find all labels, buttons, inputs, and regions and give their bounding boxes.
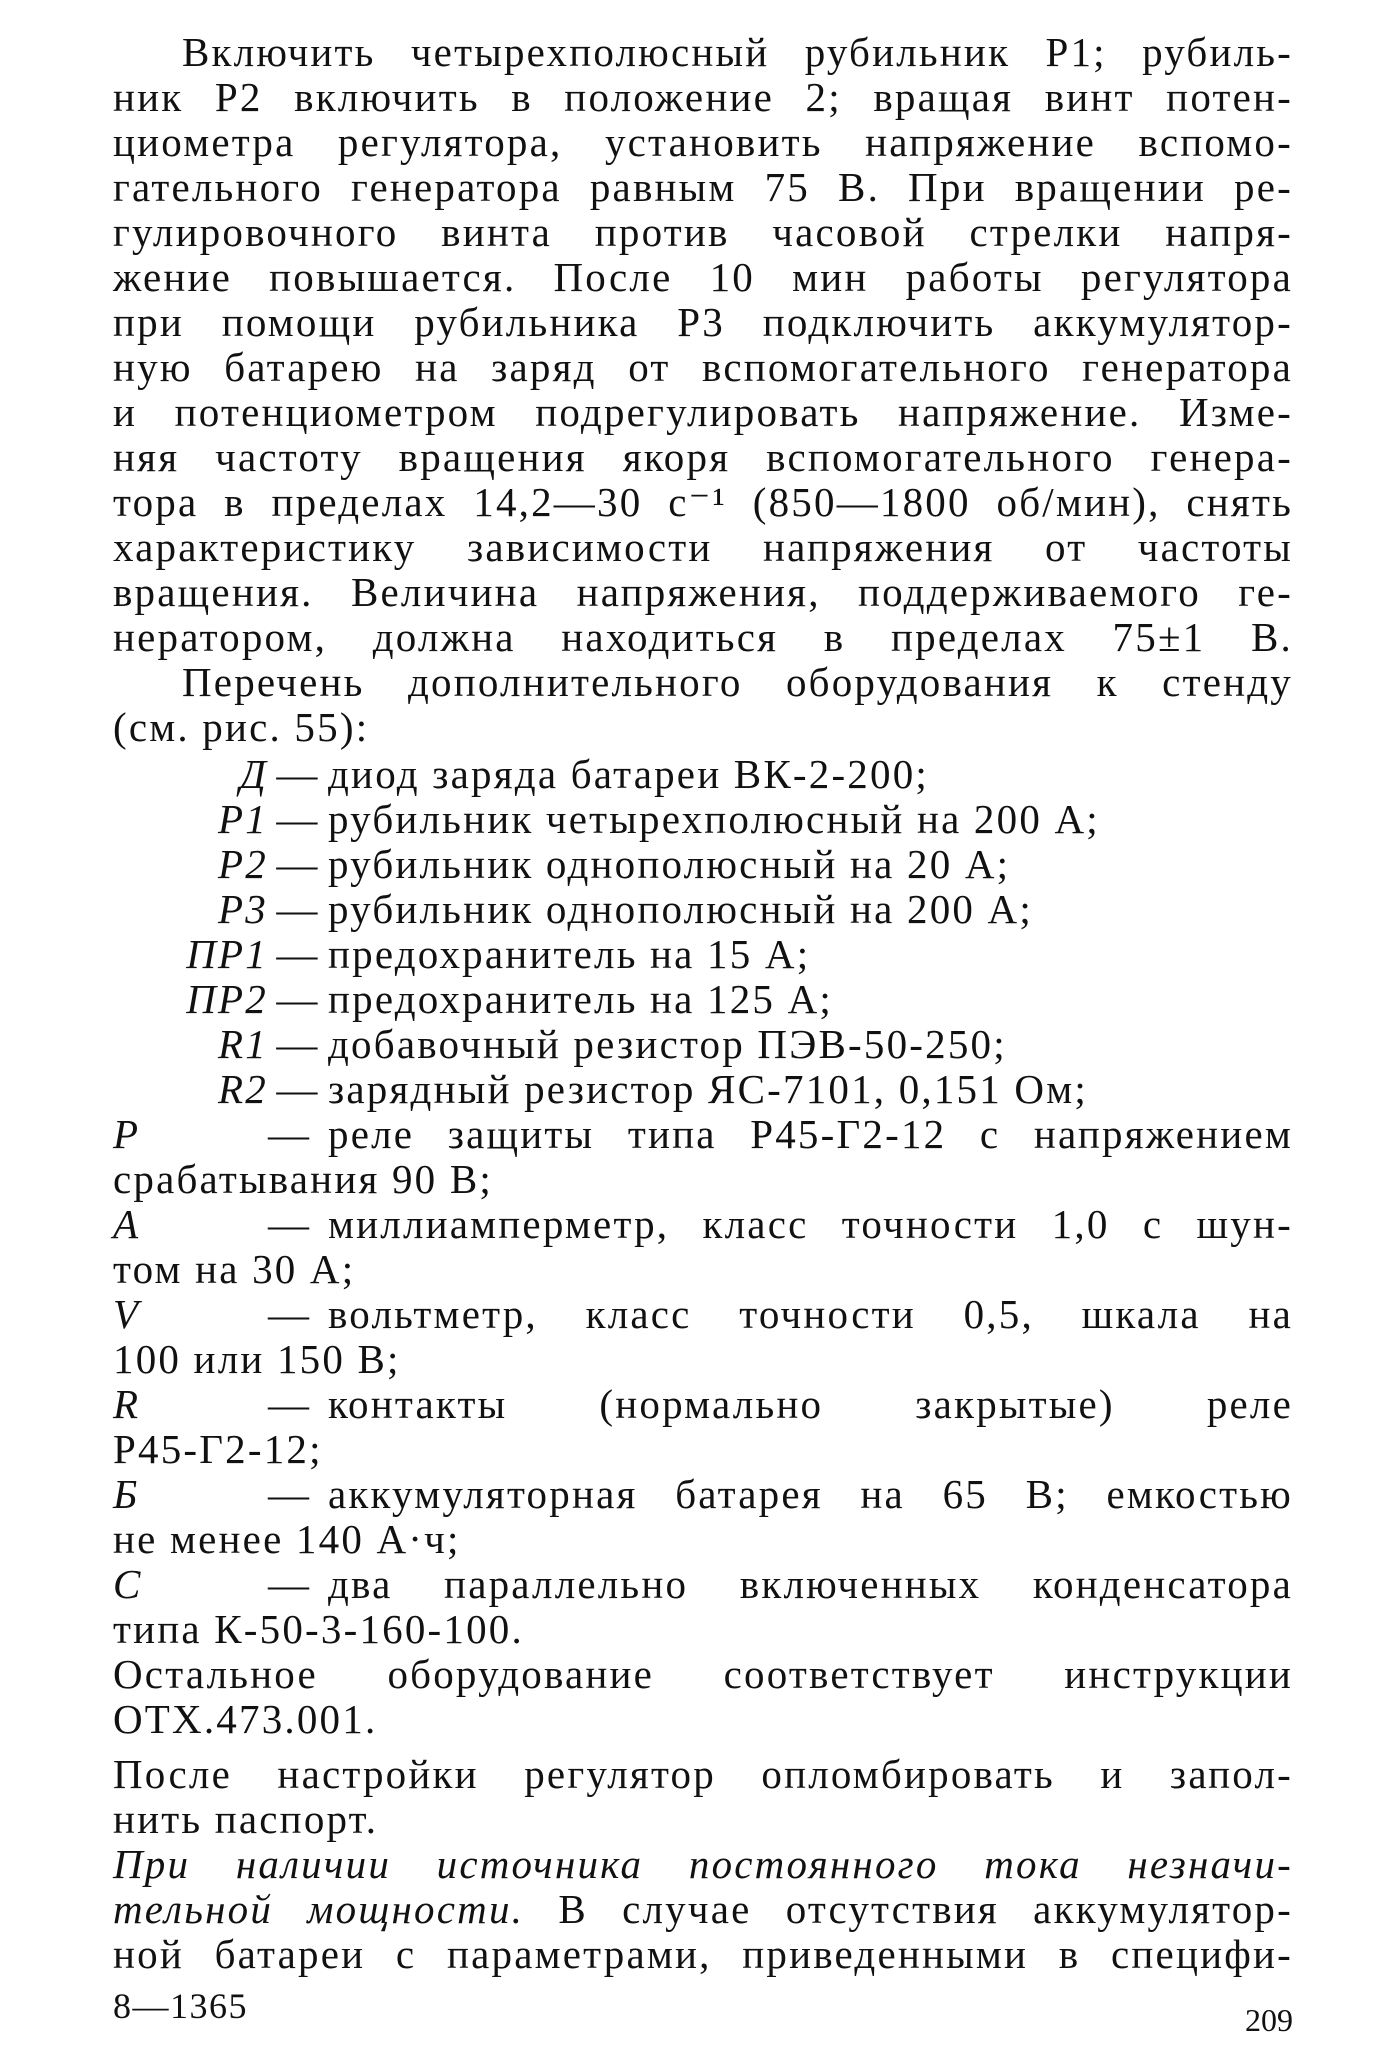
item-term: R1 xyxy=(218,1021,268,1067)
item-desc: рубильник однополюсный на 200 А; xyxy=(328,886,1033,932)
item-term: R2 xyxy=(218,1066,268,1112)
item-term: ПР2 xyxy=(186,976,268,1022)
text-line: ной батареи с параметрами, приведенными в специфи- xyxy=(113,1931,1293,1977)
text-line: тельной мощности. В случае отсутствия аккумулятор- xyxy=(113,1886,1293,1932)
item-term: ПР1 xyxy=(186,931,268,977)
item-desc: зарядный резистор ЯС-7101, 0,151 Ом; xyxy=(328,1066,1088,1112)
item-term: С xyxy=(113,1561,143,1607)
text-line: нить паспорт. xyxy=(113,1796,379,1842)
item-desc: миллиамперметр, класс точности 1,0 с шун- xyxy=(328,1201,1293,1247)
list-item: Д — диод заряда батареи ВК-2-200; xyxy=(113,752,1293,797)
list-item-first-line: С — два параллельно включенных конденсатора xyxy=(113,1561,1293,1607)
text-line: После настройки регулятор опломбировать и запол- xyxy=(113,1751,1293,1797)
list-item-first-line: R — контакты (нормально закрытые) реле xyxy=(113,1381,1293,1427)
list-item-first-line: Б — аккумуляторная батарея на 65 В; емкостью xyxy=(113,1471,1293,1517)
list-item: P1 — рубильник четырехполюсный на 200 А; xyxy=(113,797,1293,842)
list-item: R2 — зарядный резистор ЯС-7101, 0,151 Ом; xyxy=(113,1067,1293,1112)
list-item-continuation: Р45-Г2-12; xyxy=(113,1426,323,1472)
item-term: R xyxy=(113,1381,141,1427)
list-item: R1 — добавочный резистор ПЭВ-50-250; xyxy=(113,1022,1293,1067)
text-line: Включить четырехполюсный рубильник P1; рубиль- xyxy=(182,29,1293,75)
text-line: Перечень дополнительного оборудования к стенду xyxy=(182,659,1293,705)
text-line: (см. рис. 55): xyxy=(113,704,370,750)
text-line: няя частоту вращения якоря вспомогательного генера- xyxy=(113,434,1293,480)
list-item-continuation: типа К-50-3-160-100. xyxy=(113,1606,524,1652)
paragraph-seal xyxy=(113,1752,1293,1842)
paragraph-low-power-source xyxy=(113,1842,1293,1977)
item-term: P2 xyxy=(218,841,268,887)
list-item-continuation: не менее 140 А·ч; xyxy=(113,1516,461,1562)
paragraph-other-equipment xyxy=(113,1652,1293,1742)
item-desc: предохранитель на 125 А; xyxy=(328,976,833,1022)
list-item: P3 — рубильник однополюсный на 200 А; xyxy=(113,887,1293,932)
item-desc: добавочный резистор ПЭВ-50-250; xyxy=(328,1021,1007,1067)
list-item-first-line: V — вольтметр, класс точности 0,5, шкала на xyxy=(113,1291,1293,1337)
paragraph-procedure xyxy=(113,30,1293,660)
text-line: ОТХ.473.001. xyxy=(113,1696,378,1742)
item-desc: контакты (нормально закрытые) реле xyxy=(328,1381,1293,1427)
signature-mark: 8—1365 xyxy=(113,1986,248,2026)
page-number: 209 xyxy=(1245,2002,1293,2038)
text-line: циометра регулятора, установить напряжение вспомо- xyxy=(113,119,1293,165)
item-term: Б xyxy=(113,1471,140,1517)
text-line xyxy=(113,1842,1293,1887)
equipment-list-wrapped xyxy=(113,1112,1293,1652)
item-desc: рубильник четырехполюсный на 200 А; xyxy=(328,796,1100,842)
item-term: Д xyxy=(239,751,268,797)
list-item: ПР1 — предохранитель на 15 А; xyxy=(113,932,1293,977)
item-term: V xyxy=(113,1291,141,1337)
item-term: A xyxy=(113,1201,141,1247)
list-item-first-line: A — миллиамперметр, класс точности 1,0 с шун- xyxy=(113,1201,1293,1247)
text-line: характеристику зависимости напряжения от частоты xyxy=(113,524,1293,570)
item-desc: вольтметр, класс точности 0,5, шкала на xyxy=(328,1291,1293,1337)
text-line: ник P2 включить в положение 2; вращая винт потен- xyxy=(113,74,1293,120)
text-line: гулировочного винта против часовой стрелки напря- xyxy=(113,209,1293,255)
text-line: жение повышается. После 10 мин работы регулятора xyxy=(113,254,1293,300)
text-line: тора в пределах 14,2—30 с⁻¹ (850—1800 об/мин), снять xyxy=(113,479,1293,525)
text-line: Остальное оборудование соответствует инструкции xyxy=(113,1651,1293,1697)
item-term: P1 xyxy=(218,796,268,842)
item-desc: реле защиты типа Р45-Г2-12 с напряжением xyxy=(328,1111,1293,1157)
list-item: ПР2 — предохранитель на 125 А; xyxy=(113,977,1293,1022)
list-item-continuation: том на 30 А; xyxy=(113,1246,356,1292)
item-desc: два параллельно включенных конденсатора xyxy=(328,1561,1293,1607)
list-item-continuation: 100 или 150 В; xyxy=(113,1336,401,1382)
text-line: ную батарею на заряд от вспомогательного генератора xyxy=(113,344,1293,390)
item-desc: диод заряда батареи ВК-2-200; xyxy=(328,751,929,797)
text-line: нератором, должна находиться в пределах 75±1 В. xyxy=(113,614,1293,660)
list-item-continuation: срабатывания 90 В; xyxy=(113,1156,493,1202)
text-line: вращения. Величина напряжения, поддерживаемого ге- xyxy=(113,569,1293,615)
list-item-first-line: P — реле защиты типа Р45-Г2-12 с напряжением xyxy=(113,1111,1293,1157)
equipment-list xyxy=(113,752,1293,1112)
item-term: P3 xyxy=(218,886,268,932)
text-line: гательного генератора равным 75 В. При вращении ре- xyxy=(113,164,1293,210)
text-line: и потенциометром подрегулировать напряжение. Изме- xyxy=(113,389,1293,435)
item-term: P xyxy=(113,1111,141,1157)
item-desc: рубильник однополюсный на 20 А; xyxy=(328,841,1011,887)
italic-heading: тельной мощности. xyxy=(113,1886,525,1932)
item-desc: аккумуляторная батарея на 65 В; емкостью xyxy=(328,1471,1293,1517)
list-item: P2 — рубильник однополюсный на 20 А; xyxy=(113,842,1293,887)
text-line: при помощи рубильника P3 подключить аккумулятор- xyxy=(113,299,1293,345)
item-desc: предохранитель на 15 А; xyxy=(328,931,811,977)
list-intro xyxy=(113,660,1293,750)
italic-heading: При наличии источника постоянного тока незначи- xyxy=(113,1841,1293,1887)
